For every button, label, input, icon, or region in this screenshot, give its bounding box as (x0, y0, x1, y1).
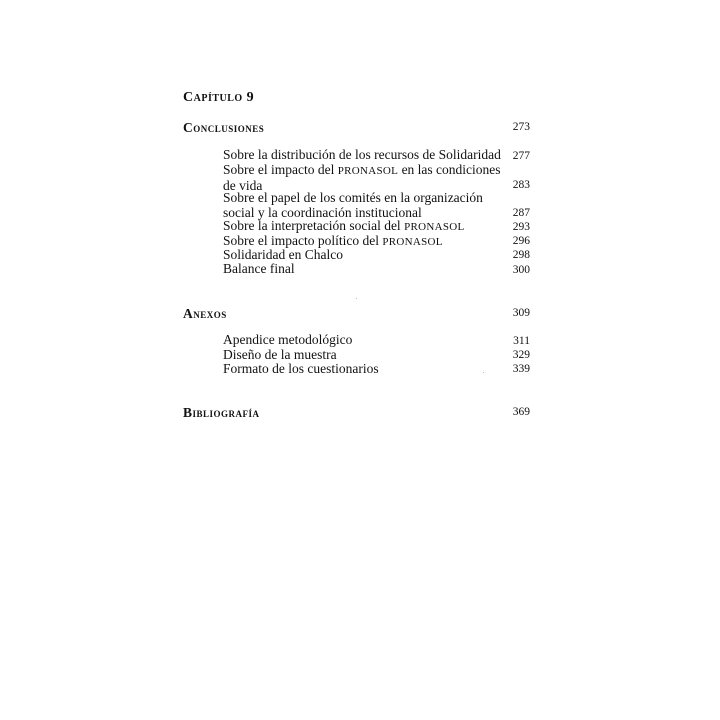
section-title-anexos: Anexos (183, 306, 227, 321)
toc-entry-page: 339 (512, 363, 530, 375)
toc-entry-text: Formato de los cuestionarios (223, 361, 379, 376)
toc-entry-page: 311 (513, 335, 530, 347)
toc-entry-text: Sobre el impacto del (223, 162, 338, 177)
section-page-bibliografia: 369 (512, 406, 530, 418)
toc-entry (223, 362, 508, 377)
toc-entry (223, 262, 508, 277)
toc-entry-page: 287 (512, 207, 530, 219)
toc-entry (223, 163, 508, 193)
toc-entry-page: 300 (512, 264, 530, 276)
section-title-bibliografia: Bibliografía (183, 405, 260, 420)
toc-entry-text: Solidaridad en Chalco (223, 247, 343, 262)
toc-entry-text-cont: en las condiciones de vida (223, 162, 501, 193)
toc-entry-text: Balance final (223, 261, 295, 276)
toc-entry-acronym: PRONASOL (382, 236, 443, 248)
toc-entry-text: Apendice metodológico (223, 332, 353, 347)
toc-entry-text: Diseño de la muestra (223, 347, 337, 362)
toc-entry-acronym: PRONASOL (337, 165, 399, 177)
toc-entry-acronym: PRONASOL (404, 221, 465, 233)
toc-entry-page: 298 (512, 249, 530, 261)
toc-entry-page: 329 (512, 349, 530, 361)
toc-entry-page: 277 (512, 150, 530, 162)
toc-entry (223, 148, 508, 163)
chapter-heading: Capítulo 9 (183, 90, 255, 105)
section-page-anexos: 309 (512, 307, 530, 319)
section-page-conclusiones: 273 (512, 121, 530, 133)
section-title-conclusiones: Conclusiones (183, 120, 265, 135)
toc-entry (223, 191, 508, 220)
toc-entry-text: Sobre el papel de los comités en la organización social y la coordinación institucional (223, 190, 483, 220)
scan-speck (356, 298, 357, 299)
toc-entry-page: 296 (512, 235, 530, 247)
toc-entry-page: 283 (512, 179, 530, 191)
toc-entry-text: Sobre el impacto político del (223, 233, 383, 248)
toc-entry-text: Sobre la distribución de los recursos de Solidaridad (223, 147, 501, 162)
toc-entry-text: Sobre la interpretación social del (223, 218, 405, 233)
toc-entry-page: 293 (512, 221, 530, 233)
toc-entry (223, 333, 508, 348)
scan-speck (483, 372, 484, 373)
